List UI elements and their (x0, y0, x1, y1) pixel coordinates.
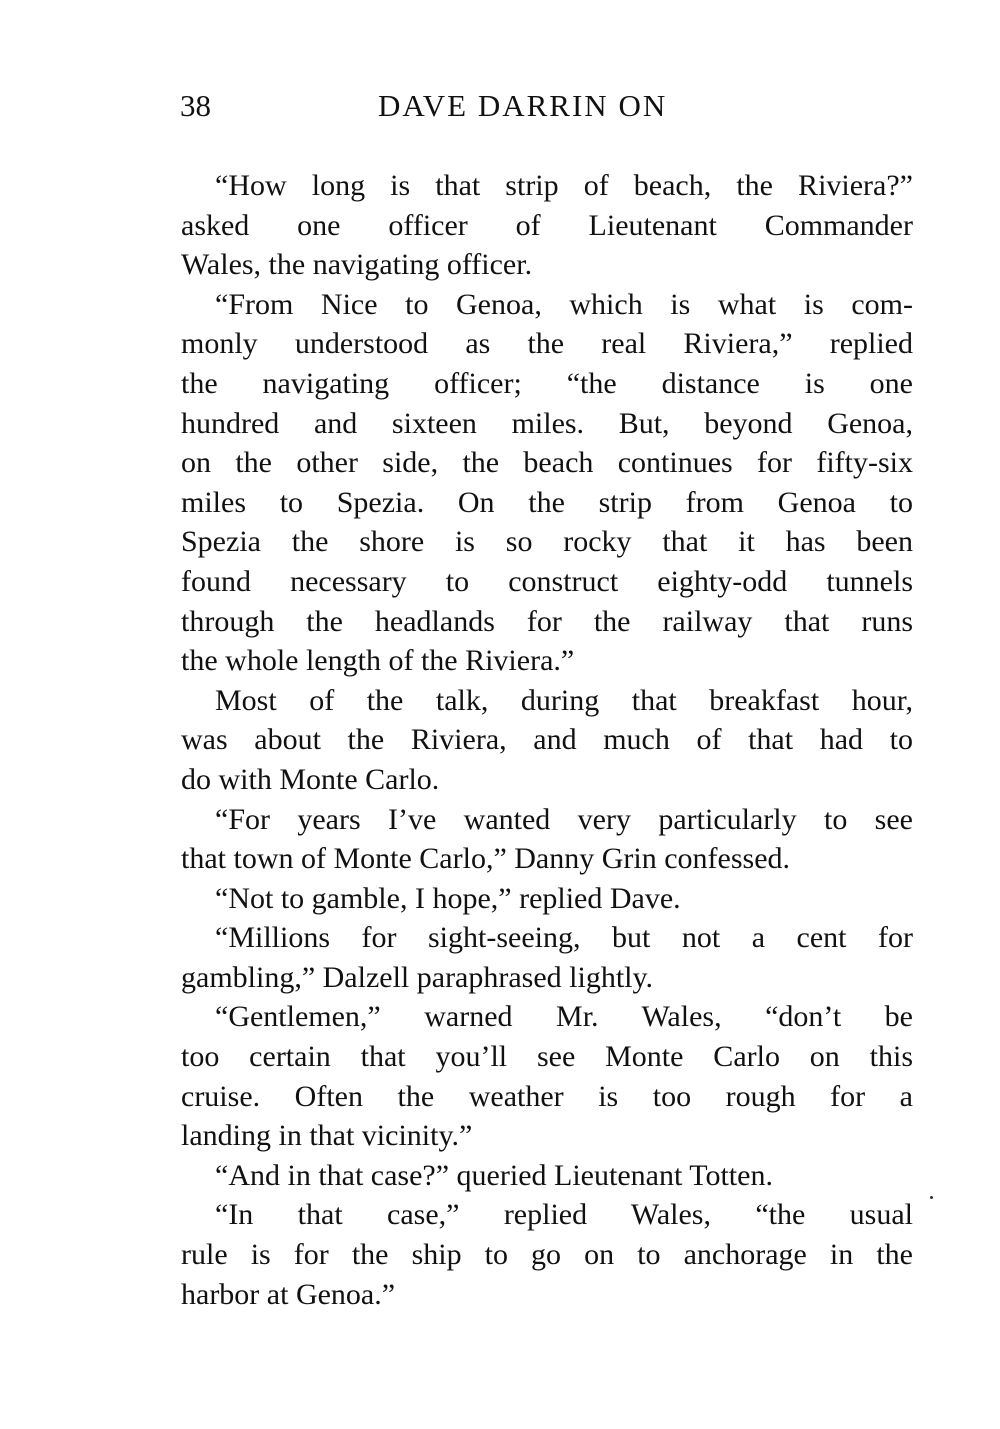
text-line: “How long is that strip of beach, the Riviera?” (215, 169, 913, 202)
running-head (180, 84, 915, 128)
text-line: gambling,” Dalzell paraphrased lightly. (181, 960, 654, 994)
page-number: 38 (180, 88, 211, 123)
text-line: “Gentlemen,” warned Mr. Wales, “don’t be (215, 1000, 913, 1034)
text-line: “Not to gamble, I hope,” replied Dave. (215, 881, 681, 915)
text-line: Wales, the navigating officer. (181, 248, 533, 282)
text-line: monly understood as the real Riviera,” replied (181, 327, 913, 361)
text-line: Spezia the shore is so rocky that it has been (181, 525, 913, 559)
text-line: Most of the talk, during that breakfast hour, (215, 683, 913, 717)
text-line: too certain that you’ll see Monte Carlo on this (181, 1040, 913, 1074)
text-line: “And in that case?” queried Lieutenant Totten. (215, 1158, 773, 1192)
text-line: do with Monte Carlo. (181, 762, 440, 796)
text-line: through the headlands for the railway that runs (181, 604, 913, 638)
text-line: was about the Riviera, and much of that had to (181, 723, 913, 757)
text-line: found necessary to construct eighty-odd tunnels (181, 564, 913, 598)
text-line: that town of Monte Carlo,” Danny Grin confessed. (181, 842, 791, 876)
text-line: miles to Spezia. On the strip from Genoa to (181, 485, 913, 519)
text-line: “Millions for sight-seeing, but not a cent for (215, 921, 913, 955)
text-line: the whole length of the Riviera.” (181, 644, 575, 678)
text-line: the navigating officer; “the distance is one (181, 366, 913, 400)
text-line: hundred and sixteen miles. But, beyond Genoa, (181, 406, 913, 440)
running-title: DAVE DARRIN ON (378, 88, 668, 123)
text-line: asked one officer of Lieutenant Commander (181, 208, 913, 242)
text-line: “For years I’ve wanted very particularly to see (215, 802, 913, 836)
text-line: “In that case,” replied Wales, “the usual (215, 1198, 913, 1232)
text-line: harbor at Genoa.” (181, 1277, 396, 1311)
text-line: on the other side, the beach continues for fifty-six (181, 446, 913, 480)
text-line: rule is for the ship to go on to anchorage in the (181, 1238, 913, 1272)
text-line: landing in that vicinity.” (181, 1119, 473, 1153)
margin-speck (930, 1196, 933, 1199)
text-line: cruise. Often the weather is too rough for a (181, 1079, 913, 1113)
body-text (181, 166, 913, 1314)
text-line: “From Nice to Genoa, which is what is com- (215, 287, 913, 321)
